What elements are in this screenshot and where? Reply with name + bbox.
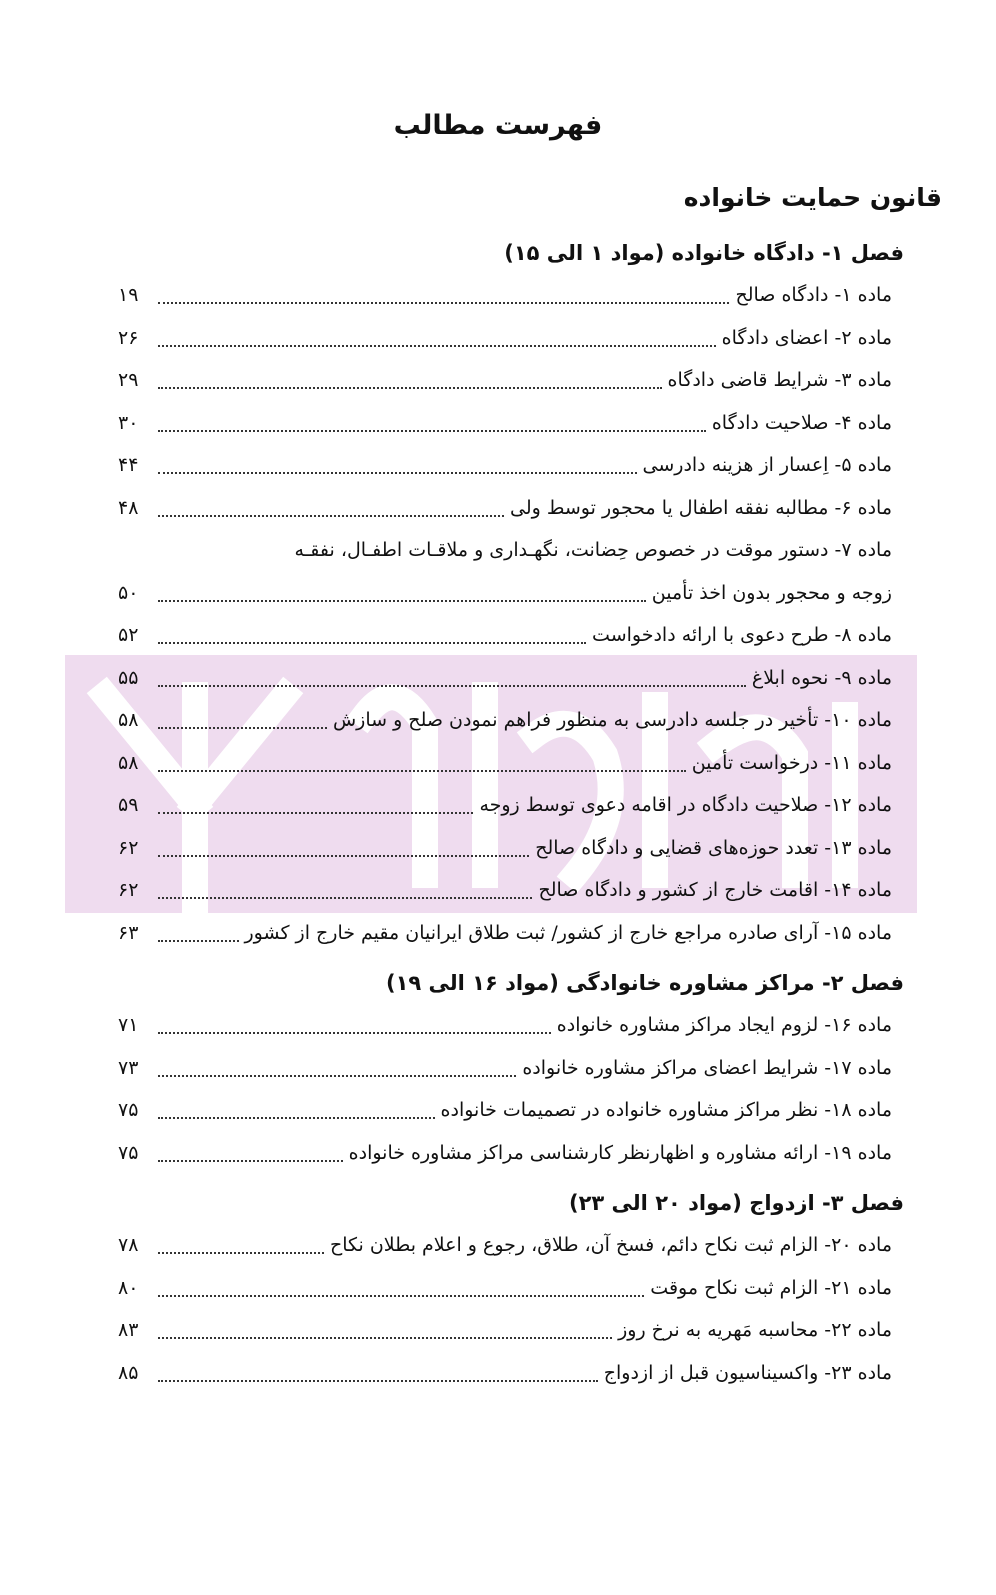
toc-entry[interactable] [118, 912, 904, 955]
toc-entry-label: ماده ۱۶- لزوم ایجاد مراکز مشاوره خانواده [556, 1014, 892, 1036]
toc-entry-label: ماده ۱۹- ارائه مشاوره و اظهارنظر کارشناسی مراکز مشاوره خانواده [348, 1141, 892, 1164]
toc-entry-label: ماده ۱۴- اقامت خارج از کشور و دادگاه صالح [538, 879, 892, 901]
toc-entry[interactable] [118, 274, 904, 317]
chapter-heading: فصل ۲- مراکز مشاوره خانوادگی (مواد ۱۶ الی ۱۹) [385, 971, 904, 995]
toc-entry-page-number: ۵۸ [118, 709, 139, 731]
toc-entry-page-number: ۷۳ [118, 1056, 139, 1079]
toc-entry-label: ماده ۷- دستور موقت در خصوص حِضانت، نگهـداری و ملاقـات اطفـال، نفقـه [294, 539, 892, 561]
toc-entry[interactable] [118, 1132, 904, 1175]
toc-entry-label: ماده ۱۱- درخواست تأمین [691, 751, 892, 774]
toc-entry[interactable] [118, 1352, 904, 1395]
toc-entry-page-number: ۱۹ [118, 284, 139, 306]
dot-leader [158, 642, 586, 644]
toc-entry-label: ماده ۳- شرایط قاضی دادگاه [667, 369, 892, 391]
dot-leader [158, 685, 746, 687]
toc-entry-label: ماده ۴- صلاحیت دادگاه [711, 411, 892, 434]
toc-entry-label: ماده ۱۳- تعدد حوزه‌های قضایی و دادگاه صالح [535, 836, 892, 859]
toc-entry-page-number: ۷۵ [118, 1099, 139, 1121]
toc-entry-page-number: ۷۱ [118, 1014, 139, 1036]
toc-entry-label: ماده ۱- دادگاه صالح [735, 284, 892, 306]
dot-leader [158, 387, 662, 389]
toc-entry[interactable] [118, 699, 904, 742]
dot-leader [158, 472, 637, 474]
toc-entry[interactable] [118, 1004, 904, 1047]
toc-entry[interactable] [118, 614, 904, 657]
toc-entry[interactable] [118, 784, 904, 827]
toc-entry-page-number: ۲۹ [118, 369, 139, 391]
toc-entry-label: ماده ۹- نحوه ابلاغ [751, 666, 892, 689]
dot-leader [158, 770, 686, 772]
toc-entry-page-number: ۴۴ [118, 454, 139, 476]
toc-entry-page-number: ۵۵ [118, 666, 139, 689]
dot-leader [158, 1160, 343, 1162]
toc-entry[interactable] [118, 444, 904, 487]
toc-entry-label: ماده ۲۳- واکسیناسیون قبل از ازدواج [603, 1361, 892, 1384]
toc-entry[interactable] [118, 402, 904, 445]
dot-leader [158, 515, 504, 517]
toc-entry-page-number: ۲۶ [118, 326, 139, 349]
dot-leader [158, 1032, 551, 1034]
toc-entry-label: ماده ۱۰- تأخیر در جلسه دادرسی به منظور فراهم نمودن صلح و سازش [332, 709, 892, 731]
toc-entry[interactable] [118, 572, 904, 615]
toc-entry-label: ماده ۲- اعضای دادگاه [721, 326, 892, 349]
toc-entry-label: ماده ۵- اِعسار از هزینه دادرسی [642, 454, 892, 476]
toc-entry-label: ماده ۸- طرح دعوی با ارائه دادخواست [592, 624, 892, 646]
toc-entry[interactable] [118, 742, 904, 785]
dot-leader [158, 812, 473, 814]
toc-entry[interactable] [118, 1224, 904, 1267]
toc-entry-page-number: ۷۵ [118, 1141, 139, 1164]
toc-entry-label: ماده ۲۱- الزام ثبت نکاح موقت [650, 1276, 892, 1299]
toc-entry-label: ماده ۱۲- صلاحیت دادگاه در اقامه دعوی توسط زوجه [479, 794, 892, 816]
toc-entry-page-number: ۵۲ [118, 624, 139, 646]
dot-leader [158, 1337, 612, 1339]
dot-leader [158, 600, 646, 602]
dot-leader [158, 430, 706, 432]
dot-leader [158, 940, 239, 942]
toc-entry-label: ماده ۲۰- الزام ثبت نکاح دائم، فسخ آن، طلاق، رجوع و اعلام بطلان نکاح [329, 1234, 892, 1256]
dot-leader [158, 1252, 324, 1254]
dot-leader [158, 1380, 598, 1382]
toc-entry[interactable] [118, 1309, 904, 1352]
page-title: فهرست مطالب [393, 110, 603, 141]
dot-leader [158, 345, 716, 347]
toc-entry[interactable] [118, 1267, 904, 1310]
toc-entry-page-number: ۸۵ [118, 1361, 139, 1384]
toc-entry-label: ماده ۱۸- نظر مراکز مشاوره خانواده در تصمیمات خانواده [440, 1099, 892, 1121]
toc-entry-page-number: ۴۸ [118, 496, 139, 519]
toc-entry-page-number: ۸۰ [118, 1276, 139, 1299]
toc-entry[interactable] [118, 487, 904, 530]
toc-entry[interactable] [118, 1089, 904, 1132]
table-of-contents [118, 232, 904, 1394]
toc-entry[interactable] [118, 657, 904, 700]
dot-leader [158, 1295, 644, 1297]
toc-entry-label: ماده ۲۲- محاسبه مَهریه به نرخ روز [618, 1319, 892, 1341]
toc-entry-label: زوجه و محجور بدون اخذ تأمین [651, 581, 892, 604]
toc-entry-label: ماده ۱۷- شرایط اعضای مراکز مشاوره خانواده [522, 1056, 892, 1079]
dot-leader [158, 1117, 435, 1119]
section-subtitle: قانون حمایت خانواده [683, 183, 942, 212]
toc-entry-label: ماده ۱۵- آرای صادره مراجع خارج از کشور/ ثبت طلاق ایرانیان مقیم خارج از کشور [244, 921, 892, 944]
chapter-heading: فصل ۱- دادگاه خانواده (مواد ۱ الی ۱۵) [504, 241, 904, 265]
dot-leader [158, 1075, 516, 1077]
toc-entry-label: ماده ۶- مطالبه نفقه اطفال یا محجور توسط ولی [510, 496, 892, 519]
chapter-heading: فصل ۳- ازدواج (مواد ۲۰ الی ۲۳) [568, 1191, 904, 1215]
toc-entry-page-number: ۵۸ [118, 751, 139, 774]
toc-entry-page-number: ۷۸ [118, 1234, 139, 1256]
toc-entry-page-number: ۸۳ [118, 1319, 139, 1341]
toc-entry[interactable] [118, 359, 904, 402]
dot-leader [158, 897, 532, 899]
toc-entry[interactable] [118, 317, 904, 360]
toc-entry-page-number: ۶۲ [118, 879, 139, 901]
toc-entry[interactable] [118, 529, 904, 572]
toc-entry-page-number: ۶۲ [118, 836, 139, 859]
toc-entry-page-number: ۳۰ [118, 411, 139, 434]
toc-entry-page-number: ۵۰ [118, 581, 139, 604]
toc-entry[interactable] [118, 827, 904, 870]
toc-entry-page-number: ۵۹ [118, 794, 139, 816]
toc-entry[interactable] [118, 869, 904, 912]
dot-leader [158, 855, 529, 857]
toc-entry-page-number: ۶۳ [118, 921, 139, 944]
dot-leader [158, 727, 327, 729]
toc-entry[interactable] [118, 1047, 904, 1090]
dot-leader [158, 302, 729, 304]
